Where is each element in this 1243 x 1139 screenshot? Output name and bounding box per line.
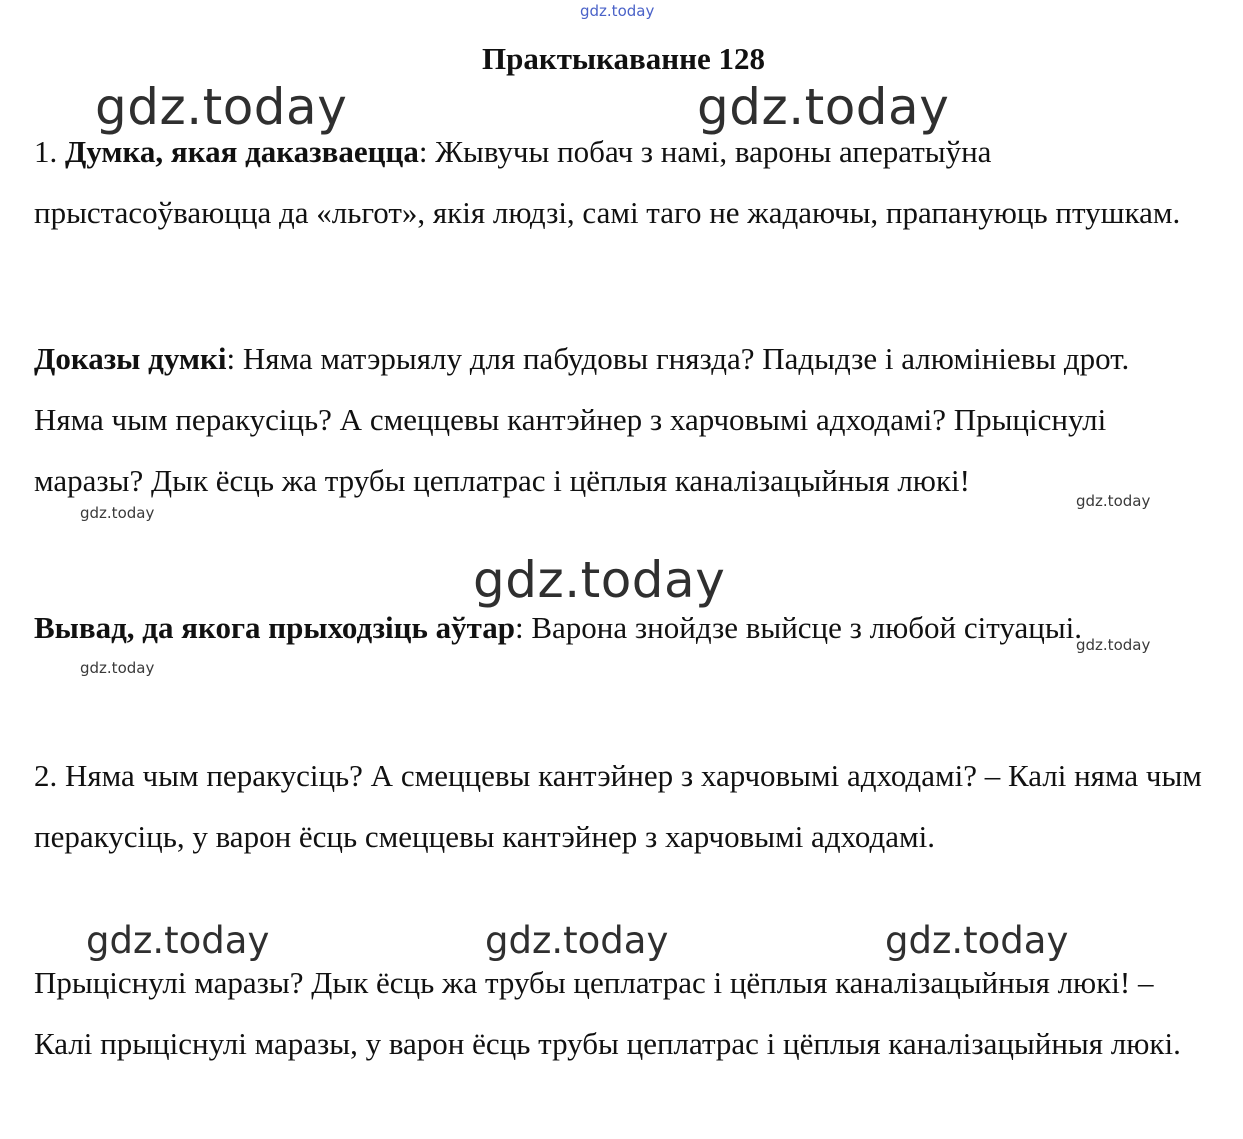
watermark: gdz.today — [95, 78, 348, 136]
evidence-text: : Няма матэрыялу для пабудовы гнязда? Падыдзе і алюмініевы дрот. Няма чым перакусіць? А смеццевы кантэйнер з харчовымі адходамі? Прыціснулі маразы? Дык ёсць жа трубы цеплатрас і цёплыя каналізацыйныя люкі! — [34, 341, 1130, 498]
paragraph-answer-1: 2. Няма чым перакусіць? А смеццевы кантэйнер з харчовымі адходамі? – Калі няма чым перакусіць, у варон ёсць смеццевы кантэйнер з харчовымі адходамі. — [34, 758, 1202, 854]
paragraph-number: 1. — [34, 134, 65, 169]
watermark: gdz.today — [473, 551, 726, 609]
watermark: gdz.today — [1076, 636, 1151, 654]
thesis-label: Думка, якая даказваецца — [65, 134, 419, 169]
watermark: gdz.today — [80, 504, 155, 522]
conclusion-label: Вывад, да якога прыходзіць аўтар — [34, 610, 515, 645]
conclusion-text: : Варона знойдзе выйсце з любой сітуацыі. — [515, 610, 1083, 645]
watermark: gdz.today — [697, 78, 950, 136]
watermark: gdz.today — [885, 919, 1069, 962]
watermark: gdz.today — [485, 919, 669, 962]
watermark: gdz.today — [80, 659, 155, 677]
header-watermark: gdz.today — [580, 2, 655, 20]
paragraph-evidence — [34, 328, 1204, 511]
paragraph-thesis — [34, 121, 1204, 243]
paragraph-conclusion — [34, 597, 1204, 658]
watermark: gdz.today — [86, 919, 270, 962]
paragraph-answer-2: Прыціснулі маразы? Дык ёсць жа трубы цеплатрас і цёплыя каналізацыйныя люкі! – Калі прыціснулі маразы, у варон ёсць трубы цеплатрас і цёплыя каналізацыйныя люкі. — [34, 965, 1181, 1061]
watermark: gdz.today — [1076, 492, 1151, 510]
page-title: Практыкаванне 128 — [481, 41, 765, 76]
evidence-label: Доказы думкі — [34, 341, 227, 376]
thesis-text: : Жывучы побач з намі, вароны аператыўна прыстасоўваюцца да «льгот», якія людзі, самі таго не жадаючы, прапануюць птушкам. — [34, 134, 1181, 230]
